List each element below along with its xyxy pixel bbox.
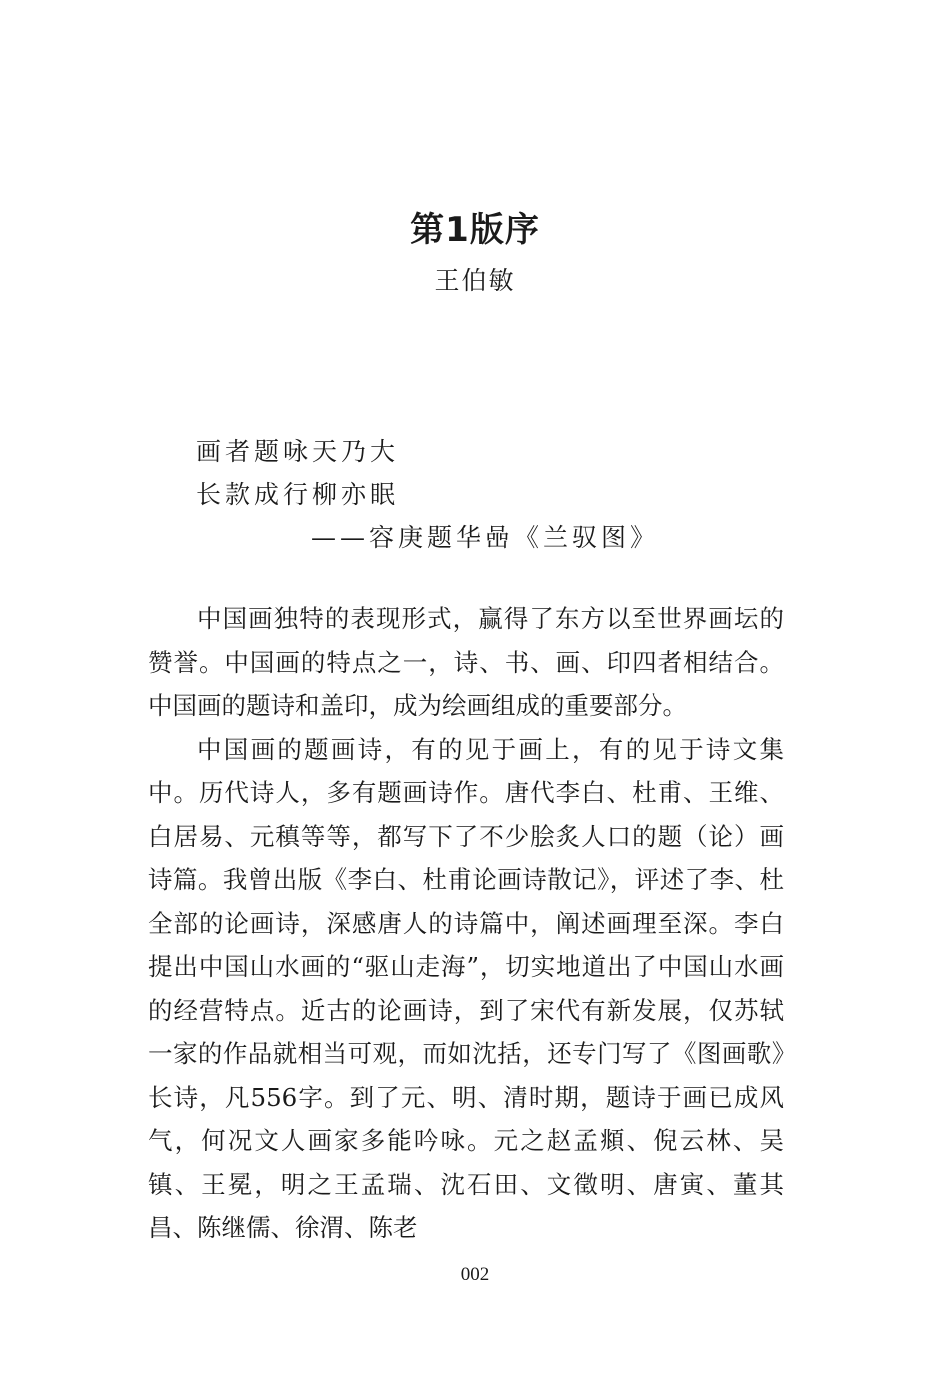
body-text: [148, 597, 784, 1250]
epigraph-line-1: 画者题咏天乃大: [196, 437, 400, 466]
epigraph-line-2: 长款成行柳亦眠: [196, 480, 400, 509]
author: 王伯敏: [434, 266, 516, 295]
page-title: 第1版序: [410, 210, 540, 250]
paragraph: 中国画独特的表现形式，赢得了东方以至世界画坛的赞誉。中国画的特点之一，诗、书、画、印四者相结合。中国画的题诗和盖印，成为绘画组成的重要部分。: [148, 604, 784, 720]
epigraph-attribution: ——容庚题华喦《兰驭图》: [311, 523, 660, 552]
epigraph: [196, 430, 660, 559]
page-number: 002: [460, 1264, 490, 1285]
paragraph: 中国画的题画诗，有的见于画上，有的见于诗文集中。历代诗人，多有题画诗作。唐代李白、杜甫、王维、白居易、元稹等等，都写下了不少脍炙人口的题（论）画诗篇。我曾出版《李白、杜甫论画诗散记》，评述了李、杜全部的论画诗，深感唐人的诗篇中，阐述画理至深。李白提出中国山水画的“驱山走海”，切实地道出了中国山水画的经营特点。近古的论画诗，到了宋代有新发展，仅苏轼一家的作品就相当可观，而如沈括，还专门写了《图画歌》长诗，凡556字。到了元、明、清时期，题诗于画已成风气，何况文人画家多能吟咏。元之赵孟頫、倪云林、吴镇、王冕，明之王孟瑞、沈石田、文徵明、唐寅、董其昌、陈继儒、徐渭、陈老: [148, 734, 784, 1242]
